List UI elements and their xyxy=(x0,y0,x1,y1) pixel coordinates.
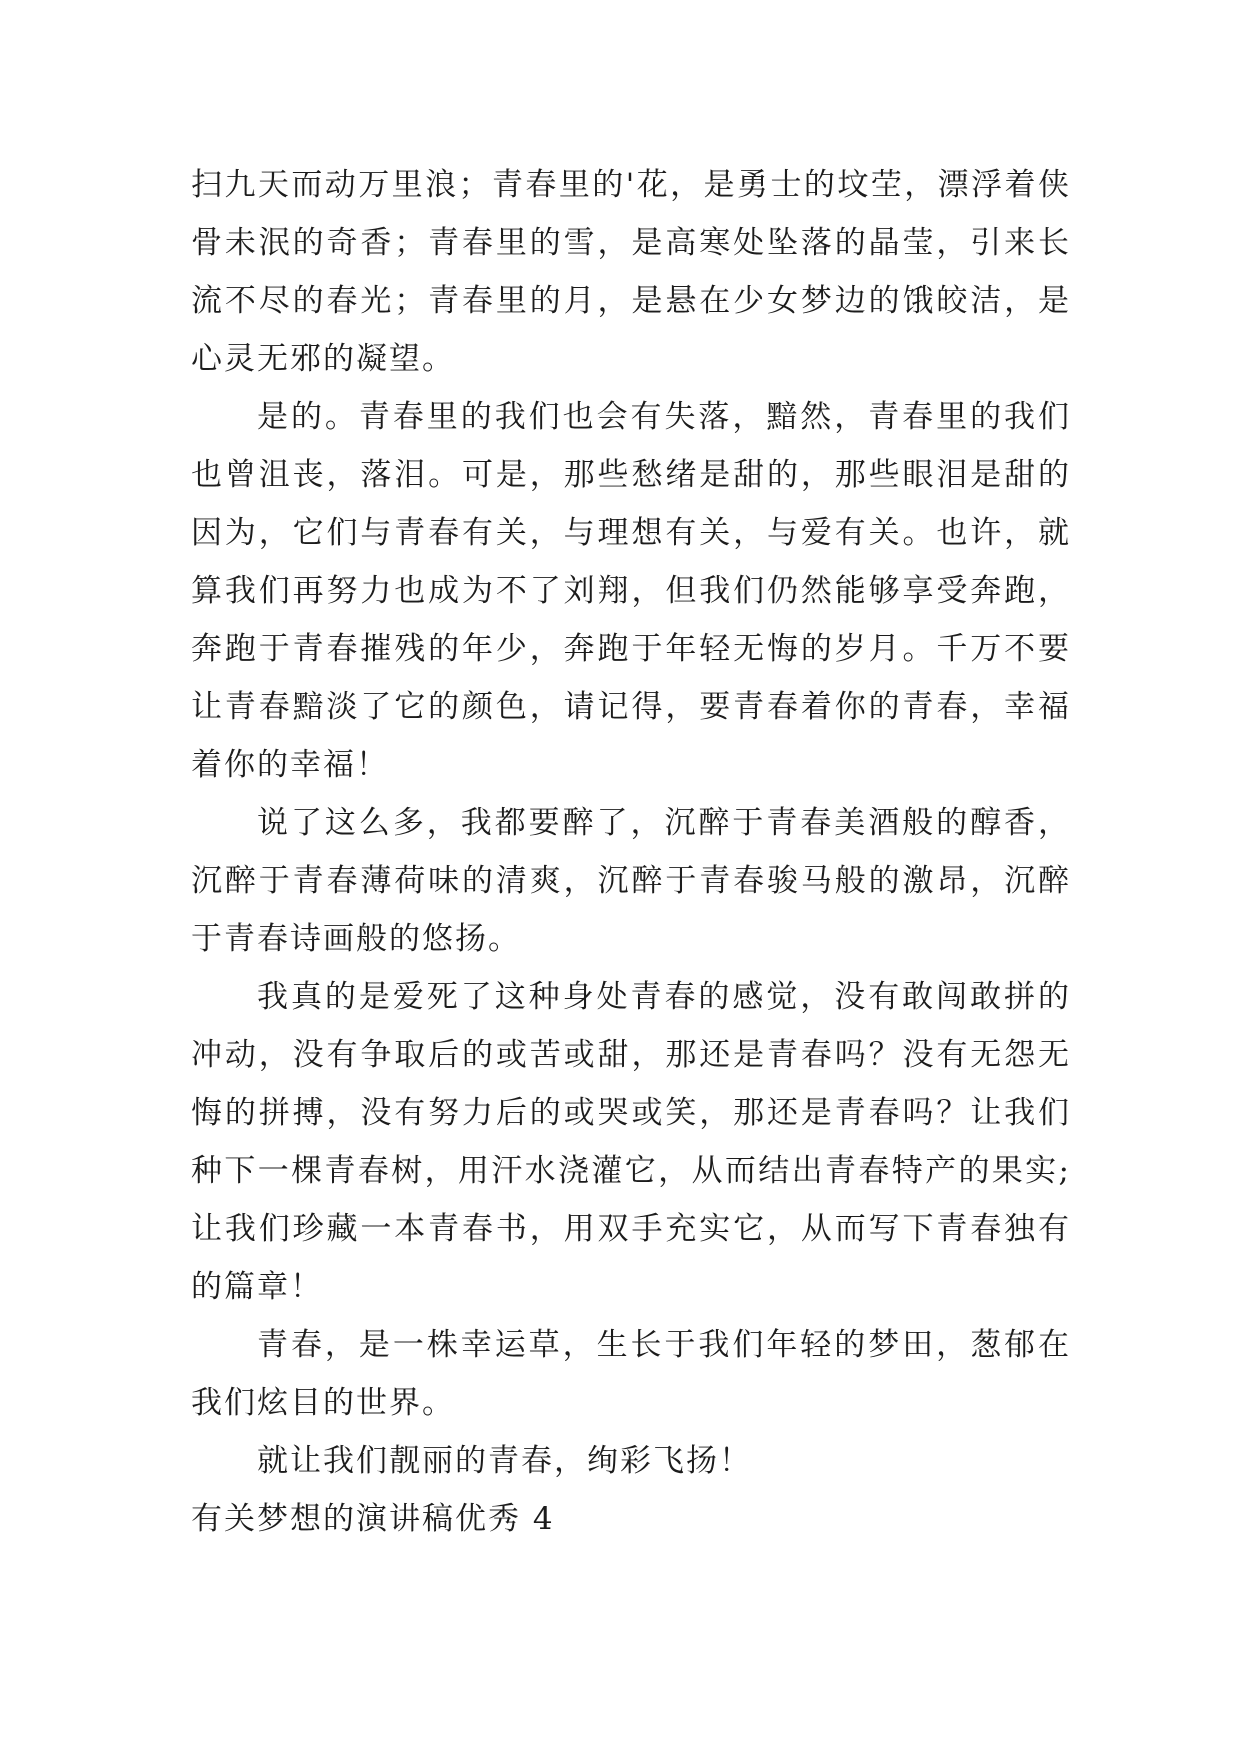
paragraph-5: 青春，是一株幸运草，生长于我们年轻的梦田，葱郁在我们炫目的世界。 xyxy=(191,1327,1071,1421)
document-body xyxy=(191,156,1071,1548)
section-heading: 有关梦想的演讲稿优秀 4 xyxy=(191,1501,555,1537)
paragraph-2: 是的。青春里的我们也会有失落，黯然，青春里的我们也曾沮丧，落泪。可是，那些愁绪是甜的，那些眼泪是甜的因为，它们与青春有关，与理想有关，与爱有关。也许，就算我们再努力也成为不了刘翔，但我们仍然能够享受奔跑，奔跑于青春摧残的年少，奔跑于年轻无悔的岁月。千万不要让青春黯淡了它的颜色，请记得，要青春着你的青春，幸福着你的幸福！ xyxy=(191,399,1071,783)
paragraph-1: 扫九天而动万里浪；青春里的'花，是勇士的坟茔，漂浮着侠骨未泯的奇香；青春里的雪，是高寒处坠落的晶莹，引来长流不尽的春光；青春里的月，是悬在少女梦边的饿皎洁，是心灵无邪的凝望。 xyxy=(191,167,1071,377)
paragraph-4: 我真的是爱死了这种身处青春的感觉，没有敢闯敢拼的冲动，没有争取后的或苦或甜，那还是青春吗？没有无怨无悔的拼搏，没有努力后的或哭或笑，那还是青春吗？让我们种下一棵青春树，用汗水浇灌它，从而结出青春特产的果实;让我们珍藏一本青春书，用双手充实它，从而写下青春独有的篇章！ xyxy=(191,979,1071,1305)
paragraph-3: 说了这么多，我都要醉了，沉醉于青春美酒般的醇香，沉醉于青春薄荷味的清爽，沉醉于青春骏马般的激昂，沉醉于青春诗画般的悠扬。 xyxy=(191,805,1071,957)
paragraph-6: 就让我们靓丽的青春，绚彩飞扬！ xyxy=(257,1443,752,1479)
